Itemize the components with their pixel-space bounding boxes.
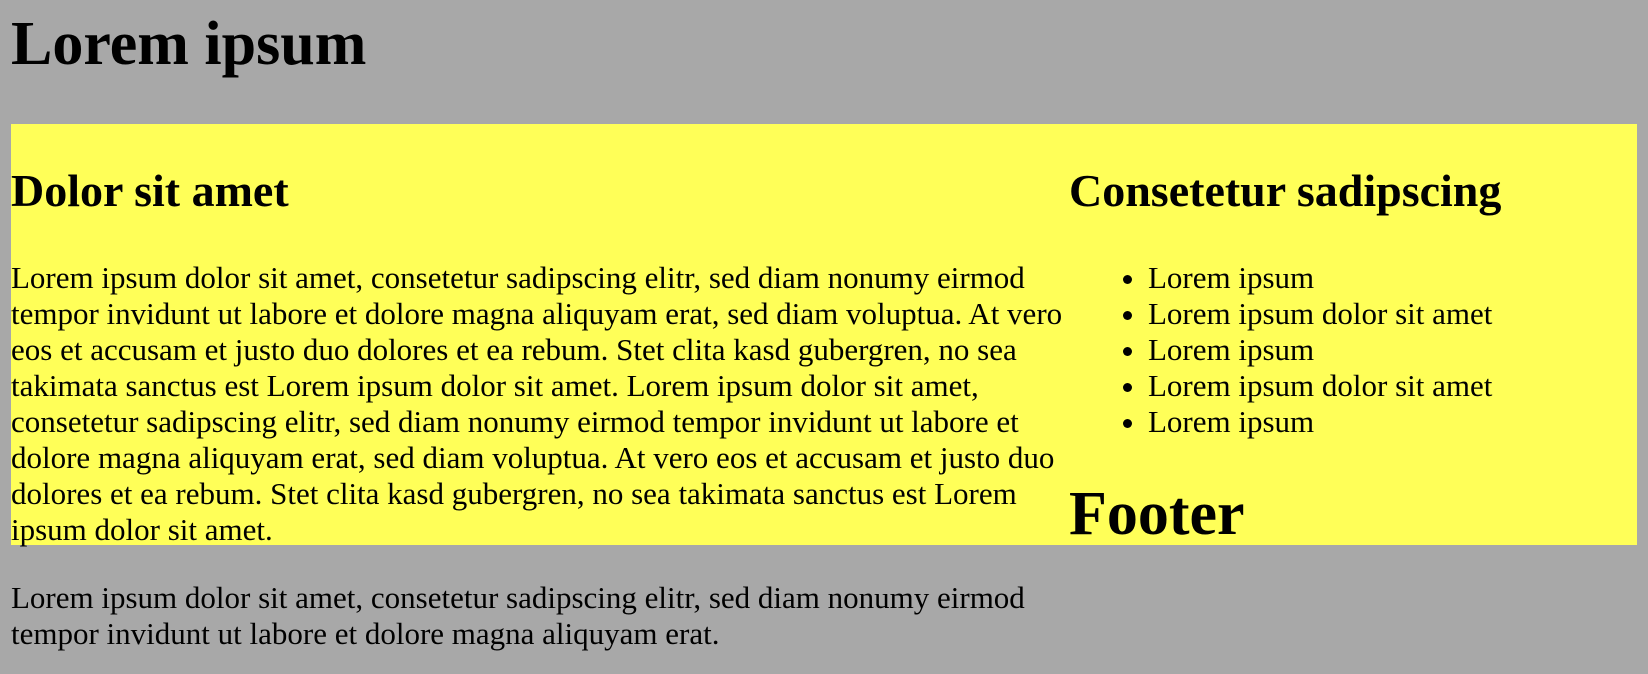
main-heading: Dolor sit amet xyxy=(11,165,289,216)
footer-title: Footer xyxy=(1069,480,1245,548)
main-paragraph: Lorem ipsum dolor sit amet, consetetur sadipscing elitr, sed diam nonumy eirmod tempor invidunt ut labore et dolore magna aliquyam erat, sed diam voluptua. At vero eos et accusam et justo duo dolores et ea rebum. Stet clita kasd gubergren, no sea takimata sanctus est Lorem ipsum dolor sit amet. Lorem ipsum dolor sit amet, consetetur sadipscing elitr, sed diam nonumy eirmod tempor invidunt ut labore et dolore magna aliquyam erat, sed diam voluptua. At vero eos et accusam et justo duo dolores et ea rebum. Stet clita kasd gubergren, no sea takimata sanctus est Lorem ipsum dolor sit amet. xyxy=(11,260,1063,547)
list-item: • Lorem ipsum xyxy=(1148,260,1492,296)
sidebar-heading: Consetetur sadipscing xyxy=(1069,165,1502,216)
sidebar-list xyxy=(1069,260,1492,440)
page-title: Lorem ipsum xyxy=(11,10,367,78)
list-item: • Lorem ipsum dolor sit amet xyxy=(1148,368,1492,404)
list-item: • Lorem ipsum dolor sit amet xyxy=(1148,296,1492,332)
list-item: • Lorem ipsum xyxy=(1148,404,1492,440)
list-item: • Lorem ipsum xyxy=(1148,332,1492,368)
main-paragraph: Lorem ipsum dolor sit amet, consetetur sadipscing elitr, sed diam nonumy eirmod tempor invidunt ut labore et dolore magna aliquyam erat. xyxy=(11,580,1025,651)
